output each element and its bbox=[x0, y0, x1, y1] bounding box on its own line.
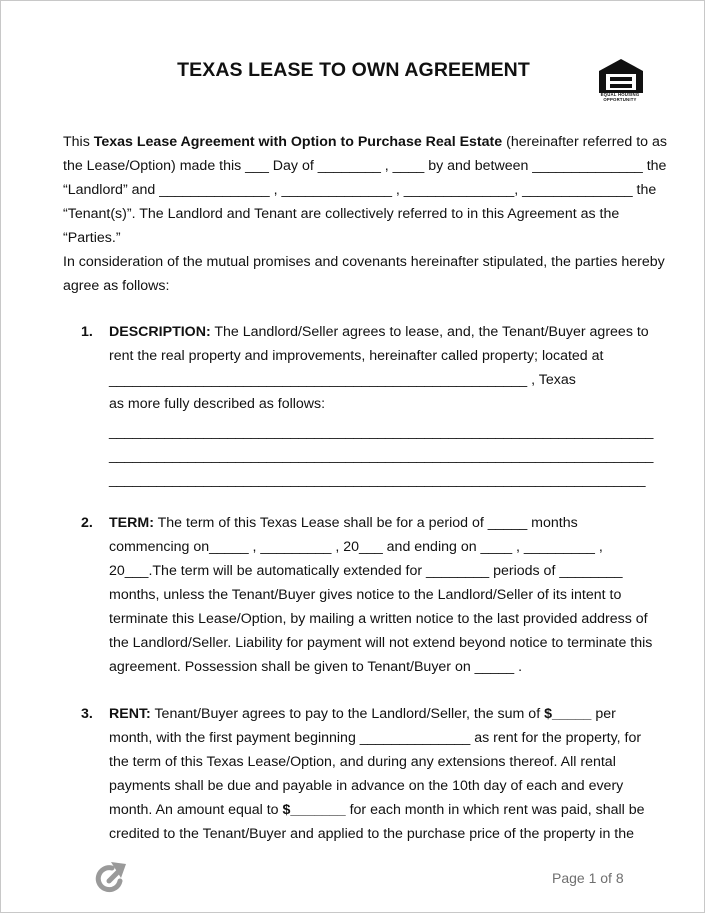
intro-line: the Lease/Option) made this ___ Day of ________ , ____ by and between ______________ the bbox=[63, 158, 667, 174]
intro-line: “Tenant(s)”. The Landlord and Tenant are collectively referred to in this Agreement as the bbox=[63, 206, 620, 222]
section-heading: DESCRIPTION: bbox=[109, 324, 211, 340]
section-body: DESCRIPTION: The Landlord/Seller agrees to lease, and, the Tenant/Buyer agrees to rent the real property and improvements, hereinafter called property; located at _____________________________________________________ , Texas as more fully described as follows: _____________________________________________________________________ _____________________________________________________________________ ____________________________________________________________________ bbox=[109, 324, 654, 488]
intro-line: “Landlord” and ______________ , ______________ , ______________, ______________ the bbox=[63, 182, 657, 198]
section-number: 1. bbox=[81, 324, 93, 340]
section-number: 3. bbox=[81, 706, 93, 722]
intro-paragraph bbox=[63, 130, 667, 298]
intro-line: In consideration of the mutual promises and covenants hereinafter stipulated, the parties hereby bbox=[63, 254, 665, 270]
section-heading: TERM: bbox=[109, 515, 154, 531]
arrow-logo-icon bbox=[95, 861, 129, 895]
page-number: Page 1 of 8 bbox=[552, 870, 624, 886]
section-heading: RENT: bbox=[109, 706, 151, 722]
document-title: TEXAS LEASE TO OWN AGREEMENT bbox=[177, 59, 530, 81]
intro-line: “Parties.” bbox=[63, 230, 121, 246]
section-body: TERM: The term of this Texas Lease shall be for a period of _____ months commencing on_____ , _________ , 20___ and ending on ____ , _________ , 20___.The term will be automatically extended for ________ periods of ________ months, unless the Tenant/Buyer gives notice to the Landlord/Seller of its intent to terminate this Lease/Option, by mailing a written notice to the last provided address of the Landlord/Seller. Liability for payment will not extend beyond notice to terminate this agreement. Possession shall be given to Tenant/Buyer on _____ . bbox=[109, 515, 653, 675]
section-body: RENT: Tenant/Buyer agrees to pay to the Landlord/Seller, the sum of $_____ per month, with the first payment beginning ______________ as rent for the property, for the term of this Texas Lease/Option, and during any extensions thereof. All rental payments shall be due and payable in advance on the 10th day of each and every month. An amount equal to $_______ for each month in which rent was paid, shall be credited to the Tenant/Buyer and applied to the purchase price of the property in the bbox=[109, 706, 645, 842]
intro-line: This Texas Lease Agreement with Option to Purchase Real Estate (hereinafter referred to as bbox=[63, 134, 667, 150]
intro-line: agree as follows: bbox=[63, 278, 170, 294]
equal-housing-caption: EQUAL HOUSING OPPORTUNITY bbox=[600, 92, 640, 102]
section-number: 2. bbox=[81, 515, 93, 531]
